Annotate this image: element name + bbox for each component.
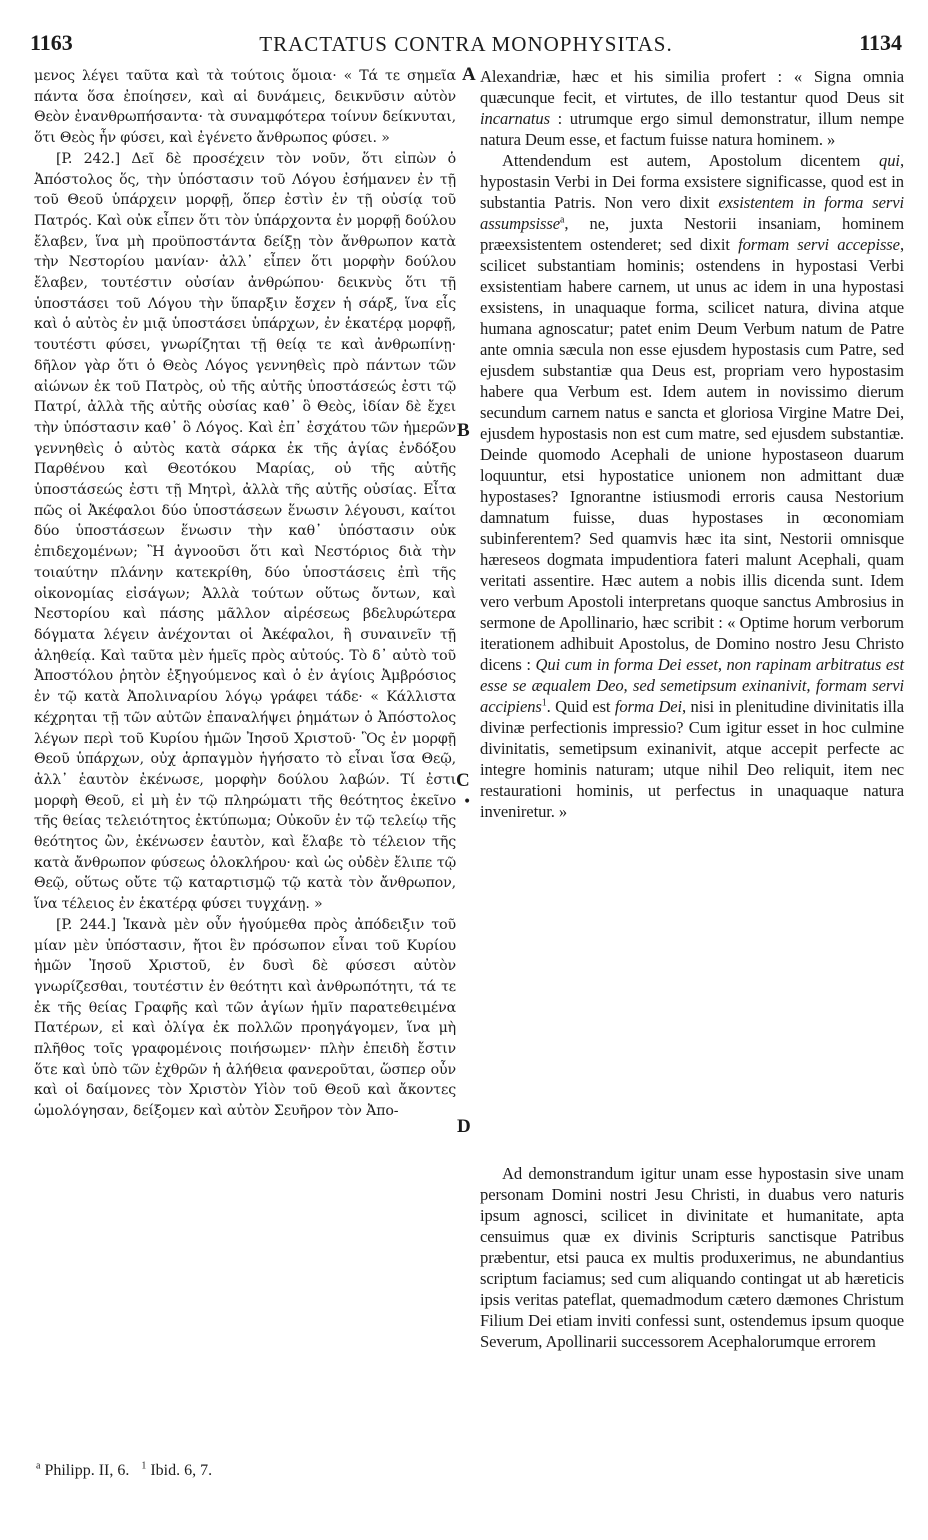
footnote-ref-1: 1: [541, 697, 547, 709]
running-header: [30, 30, 902, 56]
latin-p2-italic-5: forma Dei: [614, 697, 683, 716]
page-number-right: 1134: [859, 30, 902, 55]
footnote-1: Ibid. 6, 7.: [150, 1462, 213, 1479]
latin-p2-italic-2: exsistentem in forma servi assumpsisse: [480, 193, 904, 233]
greek-paragraph-3-text: Ἱκανὰ μὲν οὖν ἡγούμεθα πρὸς ἀπόδειξιν τοῦ μίαν μὲν ὑπόστασιν, ἤτοι ἓν πρόσωπον εἶναι τοῦ Κυρίου ἡμῶν Ἰησοῦ Χριστοῦ, ἐν δυσὶ δὲ φύσεσι αὐτὸν γνωρίζεσθαι, τουτέστιν ἐν θεότητι καὶ ἀνθρωπότητι, τά τε ἐκ τῆς θείας Γραφῆς καὶ τῶν ἁγίων ἡμῖν παρατεθειμένα Πατέρων, εἰ καὶ ὀλίγα ἐκ πολλῶν προηγάγομεν, ἵνα μὴ πλῆθος τοῖς γραφομένοις ποιήσωμεν· πλὴν ἐπειδὴ ἔστιν ὅτε καὶ ὑπὸ τῶν ἐχθρῶν ἡ ἀλήθεια φανεροῦται, ὥσπερ οὖν καὶ οἱ δαίμονες τὸν Χριστὸν Υἱὸν τοῦ Θεοῦ καὶ ἄκοντες ὡμολόγησαν, δείξομεν καὶ αὐτὸν Σευῆρον τὸν Ἀπο-: [34, 916, 456, 1120]
footnote-mark-a: a: [36, 1460, 41, 1472]
greek-column: [34, 66, 456, 1122]
latin-p2-italic-3: formam servi accepisse: [738, 235, 900, 254]
margin-letter-c: C: [456, 770, 470, 791]
latin-p2-f: , nisi in plenitudine divinitatis illa divinæ perfectionis impressio? Cum igitur esset in hoc culmine divinitatis, semetipsum exinanivit, atque accepit perfecte ac integre hominis naturam; utque nihil Deo reliquit, item nec restaurationi hominis, ut perfectus in unaquaque natura inveniretur. »: [480, 697, 904, 821]
latin-paragraph-2: [480, 150, 904, 822]
latin-p2-c: , ne, juxta Nestorii insaniam, hominem præexsistentem ostenderet; sed dixit: [480, 214, 904, 254]
latin-p2-italic-1: qui: [879, 151, 900, 170]
greek-paragraph-2: [34, 149, 456, 915]
latin-column: [480, 66, 904, 822]
greek-paragraph-2-text: Δεῖ δὲ προσέχειν τὸν νοῦν, ὅτι εἰπὼν ὁ Ἀπόστολος ὅς, τὴν ὑπόστασιν τοῦ Λόγου ἐσήμανεν ἐν τῇ τοῦ Θεοῦ ὑπάρχειν μορφῇ, ὅπερ ἐστὶν ἐν τῇ οὐσίᾳ τοῦ Πατρός. Καὶ οὐκ εἶπεν ὅτι τὸν ὑπάρχοντα ἐν μορφῇ δούλου ἔλαβεν, ἵνα μὴ προϋποστάντα δείξῃ τὸν ἄνθρωπον κατὰ τὴν Νεστορίου μανίαν· ἀλλ᾽ εἶπεν ὅτι μορφὴν δούλου ἔλαβεν, τουτέστιν οὐσίαν ἀνθρώπου· δεικνὺς ὅτι τῇ ὑποστάσει τοῦ Λόγου τὴν ὕπαρξιν ἔσχεν ἡ σάρξ, ἵνα εἷς καὶ ὁ αὐτὸς ἐν μιᾷ ὑποστάσει ὑπάρχων, ἐν ἑκατέρᾳ μορφῇ, τουτέστι φύσει, γνωρίζηται τῇ θείᾳ τε καὶ ἀνθρωπίνῃ· δῆλον γὰρ ὅτι ὁ Θεὸς Λόγος γεννηθεὶς πρὸ πάντων τῶν αἰώνων ἐκ τοῦ Πατρὸς, οὐ τῆς αὐτῆς ὑποστάσεώς ἐστι τῷ Πατρί, ἀλλὰ τῆς αὐτῆς οὐσίας καθ᾽ ὃ Θεὸς, ἰδίαν δὲ ἔχει τὴν ὑπόστασιν καθ᾽ ὃ Λόγος. Καὶ ἐπ᾽ ἐσχάτου τῶν ἡμερῶν γεννηθεὶς ὁ αὐτὸς κατὰ σάρκα ἐκ τῆς ἁγίας ἐνδόξου Παρθένου καὶ Θεοτόκου Μαρίας, οὐ τῆς αὐτῆς ὑποστάσεώς ἐστι τῇ Μητρὶ, ἀλλὰ τῆς αὐτῆς οὐσίας. Εἶτα πῶς οἱ Ἀκέφαλοι δύο ὑποστάσεων ἕνωσιν λέγουσι, καίτοι δύο ὑποστάσεων ἕνωσιν τὴν καθ᾽ ὑπόστασιν οὐκ ἐπιδεχομένων; Ἢ ἀγνοοῦσι ὅτι καὶ Νεστόριος διὰ τὴν τοιαύτην πλάνην κατεκρίθη, δύο ὑποστάσεις ἐπὶ τῆς οἰκονομίας εἰσάγων; Ἀλλὰ τούτων οὕτως ὄντων, καὶ Νεστορίου καὶ πάσης μᾶλλον αἱρέσεως βδελυρώτερα δόγματα λέγειν ἀνέχονται οἱ Ἀκέφαλοι, ἢ συναινεῖν τῇ ἀληθείᾳ. Καὶ ταῦτα μὲν ἡμεῖς πρὸς αὐτούς. Τὸ δ᾽ αὐτὸ τοῦ Ἀποστόλου ῥητὸν ἐξηγούμενος καὶ ὁ ἐν ἁγίοις Ἀμβρόσιος ἐν τῷ κατὰ Ἀπολιναρίου λόγῳ γράφει τάδε· « Κάλλιστα κέχρηται τῇ τῶν αὐτῶν ἐπαναλήψει ῥημάτων ὁ Ἀπόστολος λέγων περὶ τοῦ Κυρίου ἡμῶν Ἰησοῦ Χριστοῦ· Ὃς ἐν μορφῇ Θεοῦ ὑπάρχων, οὐχ ἁρπαγμὸν ἡγήσατο τὸ εἶναι ἴσα Θεῷ, ἀλλ᾽ ἑαυτὸν ἐκένωσε, μορφὴν δούλου λαβών. Τί ἐστι μορφὴ Θεοῦ, εἰ μὴ ἐν τῷ πληρώματι τῆς θεότητος ἐκεῖνο τῆς θείας τελειότητος ἐκτύπωμα; Οὐκοῦν ἐν τῷ τελείῳ τῆς θεότητος ὢν, ἐκένωσεν ἑαυτὸν, καὶ ἔλαβε τὸ τέλειον τῆς κατὰ ἄνθρωπον φύσεως ὁλοκλήρου· καὶ ὡς οὐδὲν ἔλιπε τῷ Θεῷ, οὕτως οὔτε τῷ καταρτισμῷ τῷ κατὰ τὸν ἄνθρωπον, ἵνα τέλειος ἐν ἑκατέρᾳ φύσει τυγχάνῃ. »: [34, 150, 456, 913]
latin-paragraph-1: [480, 66, 904, 150]
margin-letter-b: B: [457, 420, 470, 441]
greek-paragraph-1: μενος λέγει ταῦτα καὶ τὰ τούτοις ὅμοια· « Τά τε σημεῖα πάντα ὅσα ἐποίησεν, καὶ αἱ δυνάμεις, δεικνῦσιν αὐτὸν Θεὸν ἐνανθρωπήσαντα· τὰ συναμφότερα τοίνυν δείκνυται, ὅτι Θεὸς ἦν φύσει, καὶ ἐγένετο ἄνθρωπος φύσει. »: [34, 68, 456, 147]
greek-page-ref-242: [P. 242.]: [56, 150, 121, 167]
footnotes: [36, 1462, 456, 1480]
greek-paragraph-3: [34, 915, 456, 1122]
margin-letter-a: A: [462, 64, 476, 85]
latin-p1-italic: incarnatus: [480, 109, 550, 128]
latin-p2-a: Attendendum est autem, Apostolum dicentem: [502, 151, 861, 170]
latin-p2-d: , scilicet substantiam hominis; ostendens in hypostasi Verbi exsistentiam habere carnem, ut unus ac idem in una hypostasi exsistens, in unaquaque forma, scilicet natura, divina atque humana agnoscatur; patet enim Deum Verbum natum de Patre ante omnia sæcula non esse ejusdem hypostasis cum Patre, sed ejusdem substantiæ qua Deus est, propriam vero hypostasim habere qua Verbum est. Idem autem in novissimo dierum secundum carnem natus e sancta et gloriosa Virgine Matre Dei, ejusdem hypostasis non est cum matre, sed ejusdem substantiæ. Deinde quomodo Acephali de unione hypostaseon duarum loquuntur, etsi hypostatice unionem non admittant duæ hypostases? Ignorantne istiusmodi erroris causa Nestorium damnatum fuisse, duas hypostases in œconomiam subinferentem? Sed quamvis hæc ita sint, Nestorii omnisque hæreseos dogmata impudentiora fateri malunt Acephali, quam veritati assentire. Hæc autem a nobis illis dicenda sunt. Idem vero verbum Apostoli interpretans quoque sanctus Ambrosius in sermone de Apollinario, hæc scribit : « Optime horum verborum iterationem adhibuit Apostolus, de Domino nostro Jesu Christo dicens :: [480, 235, 904, 674]
footnote-mark-1: 1: [141, 1460, 147, 1472]
margin-bullet: •: [463, 794, 472, 810]
latin-p2-b: , hypostasin Verbi in Dei forma exsistere significasse, quod est in substantia Patris. Non vero dixit: [480, 151, 904, 212]
latin-paragraph-3: Ad demonstrandum igitur unam esse hypostasin sive unam personam Domini nostri Jesu Christi, in duabus vero naturis ipsum agnosci, scilicet in divinitate et humanitate, apta censuimus quæ ex divinis Scripturis sanctisque Patribus præbentur, etsi pauca ex multis produxerimus, ne abundantius scriptum faciamus; sed cum aliquando contingat ut ab hæreticis ipsis veritas pateflat, quemadmodum cætero dæmones Christum Filium Dei etiam inviti confessi sunt, ostendemus ipsum quoque Severum, Apollinarii successorem Acephalorumque errorem: [480, 1164, 904, 1351]
latin-column-lower: [480, 1163, 904, 1352]
margin-letter-d: D: [457, 1116, 471, 1137]
latin-p1-tail: : utrumque ergo simul demonstratur, illum nempe natura Deum esse, et factum fuisse natura hominem. »: [480, 109, 904, 149]
page-number-left: 1163: [30, 30, 73, 55]
footnote-ref-a: a: [560, 214, 565, 226]
footnote-a: Philipp. II, 6.: [44, 1462, 130, 1479]
latin-p2-italic-4: Qui cum in forma Dei esset, non rapinam arbitratus est esse se æqualem Deo, sed semetipsum exinanivit, formam servi accipiens: [480, 655, 904, 716]
running-title: TRACTATUS CONTRA MONOPHYSITAS.: [259, 32, 673, 56]
greek-page-ref-244: [P. 244.]: [56, 916, 116, 933]
latin-p1-text: Alexandriæ, hæc et his similia profert : « Signa omnia quæcunque fecit, et virtutes, de illo testantur quod Deus sit: [480, 67, 904, 107]
latin-p2-e: . Quid est: [546, 697, 611, 716]
